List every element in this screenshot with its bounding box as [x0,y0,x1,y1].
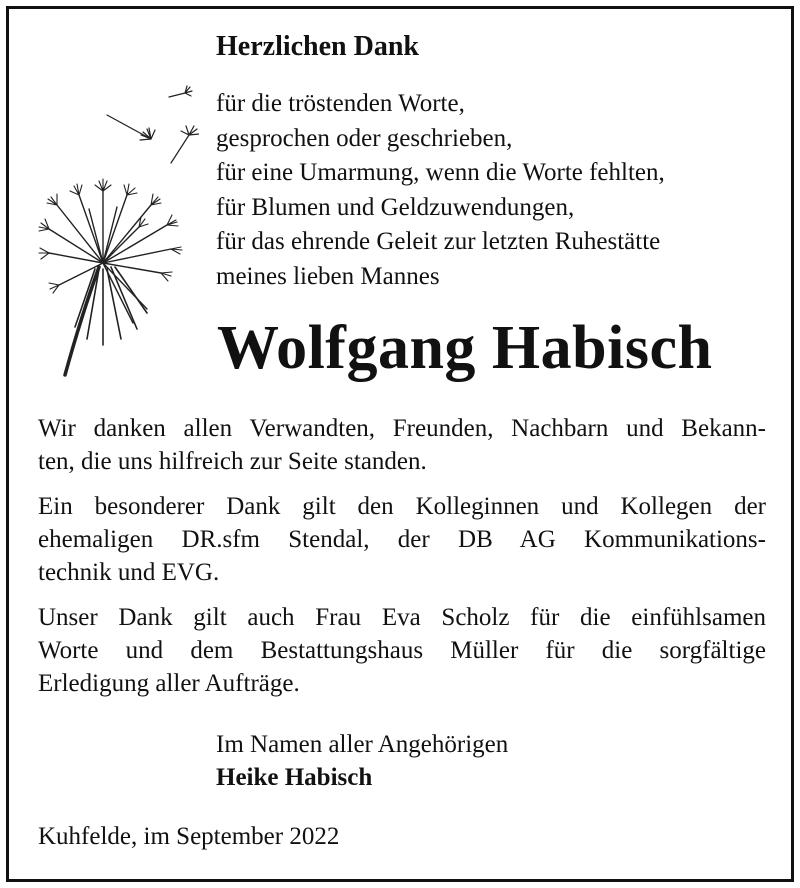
paragraph-line: Worte und dem Bestattungshaus Müller für die sorgfältige [38,637,766,664]
thanks-line: für eine Umarmung, wenn die Worte fehlten, [216,159,665,186]
thanks-line: gesprochen oder geschrieben, [216,124,513,152]
heading: Herzlichen Dank [216,31,419,62]
thanks-line: meines lieben Mannes [216,262,440,290]
paragraph-line: ten, die uns hilfreich zur Seite standen. [38,448,427,475]
paragraph-colleagues [38,490,766,589]
deceased-name: Wolfgang Habisch [217,314,713,382]
paragraph-line: Ein besonderer Dank gilt den Kolleginnen und Kollegen der [38,493,766,520]
paragraph-relatives [38,412,766,478]
obituary-notice [6,6,794,882]
signature-block [216,728,508,794]
paragraph-line: Wir danken allen Verwandten, Freunden, Nachbarn und Bekann- [38,415,766,442]
place-date: Kuhfelde, im September 2022 [38,823,340,850]
thanks-line: für die tröstenden Worte, [216,90,465,117]
signer-name: Heike Habisch [216,764,373,791]
paragraph-line: Erledigung aller Aufträge. [38,670,300,697]
paragraph-line: technik und EVG. [38,559,220,586]
thanks-list [216,87,665,294]
paragraph-line: ehemaligen DR.sfm Stendal, der DB AG Kommunikations- [38,526,766,553]
signature-intro: Im Namen aller Angehörigen [216,731,509,758]
paragraph-funeral [38,601,766,700]
thanks-line: für das ehrende Geleit zur letzten Ruhestätte [216,228,661,255]
paragraph-line: Unser Dank gilt auch Frau Eva Scholz für die einfühlsamen [38,604,766,631]
thanks-line: für Blumen und Geldzuwendungen, [216,193,575,221]
dandelion-icon [29,77,199,387]
